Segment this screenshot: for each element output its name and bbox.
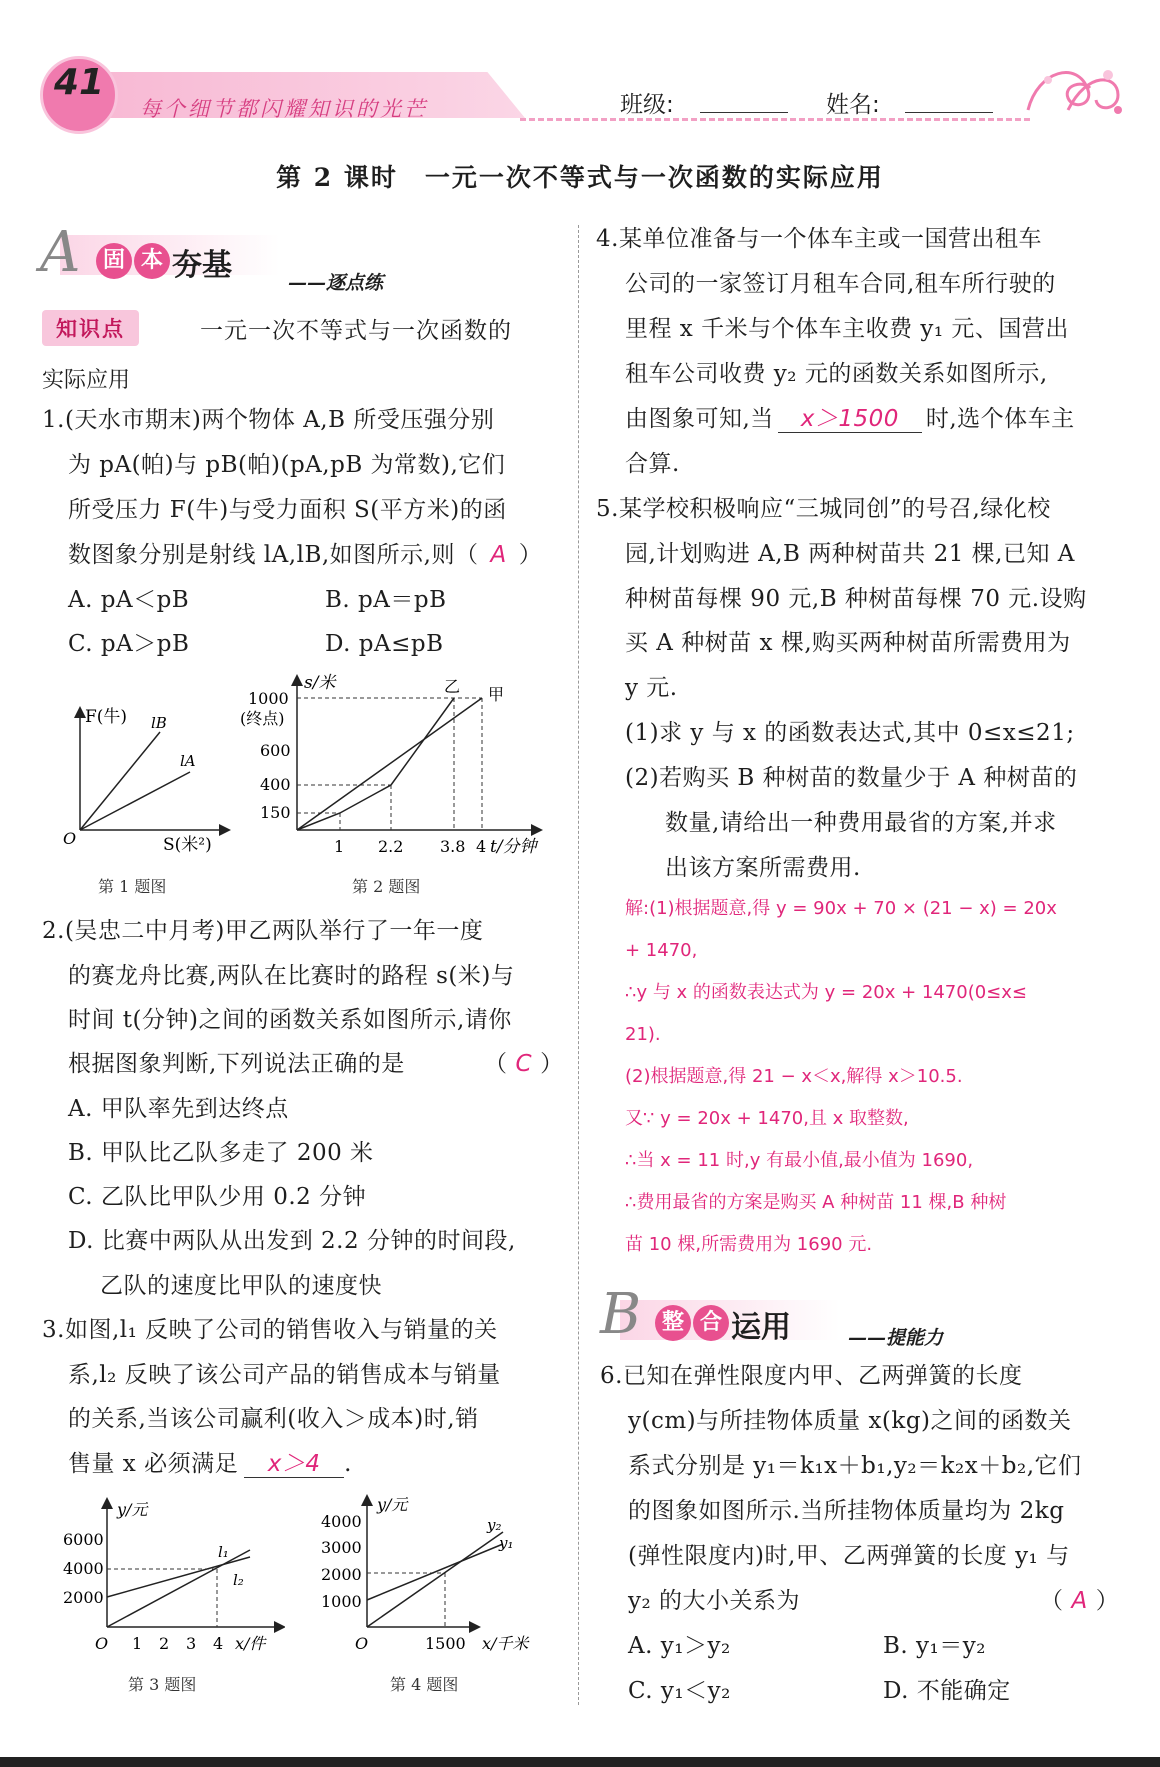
q5-part-1: (1)求 y 与 x 的函数表达式,其中 0≤x≤21; (625, 720, 1075, 746)
q3-line: 的关系,当该公司赢利(收入＞成本)时,销 (68, 1406, 479, 1432)
section-a-subtitle: ——逐点练 (288, 272, 384, 294)
q1-option-d: D. pA≤pB (325, 631, 444, 657)
ornament-icon (1018, 50, 1128, 125)
q3-line: 售量 x 必须满足 x＞4 . (68, 1451, 352, 1477)
q1-figure (55, 700, 235, 860)
svg-text:3000: 3000 (321, 1538, 362, 1557)
svg-text:2: 2 (159, 1634, 170, 1653)
svg-text:l₁: l₁ (218, 1543, 229, 1561)
q6-line: 的图象如图所示.当所挂物体质量均为 2kg (628, 1498, 1065, 1524)
q1-option-a: A. pA＜pB (68, 587, 190, 613)
q1-line: 为 pA(帕)与 pB(帕)(pA,pB 为常数),它们 (68, 452, 506, 478)
q5-solution-line: + 1470, (625, 940, 698, 961)
svg-text:(终点): (终点) (240, 709, 285, 728)
q3-figure (55, 1495, 285, 1655)
q1-answer: A (490, 542, 507, 568)
class-label: 班级: (620, 92, 674, 118)
svg-text:2000: 2000 (63, 1588, 104, 1607)
q2-answer: C (515, 1051, 533, 1077)
q3-fig-caption: 第 3 题图 (128, 1675, 197, 1694)
svg-text:1000: 1000 (321, 1592, 362, 1611)
svg-text:1: 1 (132, 1634, 143, 1653)
svg-text:y/元: y/元 (377, 1495, 408, 1514)
svg-text:O: O (95, 1634, 109, 1653)
svg-text:s/米: s/米 (304, 673, 336, 693)
section-b-title (655, 1302, 791, 1346)
q1-option-c: C. pA＞pB (68, 631, 190, 657)
name-label: 姓名: (826, 92, 880, 118)
q5-solution-line: ∴y 与 x 的函数表达式为 y = 20x + 1470(0≤x≤ (625, 982, 1028, 1003)
svg-text:600: 600 (260, 741, 291, 760)
q2-line: 时间 t(分钟)之间的函数关系如图所示,请你 (68, 1007, 512, 1033)
q6-answer: A (1071, 1588, 1088, 1614)
q6-line: y(cm)与所挂物体质量 x(kg)之间的函数关 (628, 1408, 1072, 1434)
q6-line: 6.已知在弹性限度内甲、乙两弹簧的长度 (600, 1363, 1023, 1389)
q5-solution-line: 苗 10 棵,所需费用为 1690 元. (625, 1234, 873, 1255)
knowledge-point-title: 一元一次不等式与一次函数的 (200, 318, 512, 344)
q1-y-label: F(牛) (85, 707, 128, 727)
q3-series-l1 (107, 1550, 250, 1627)
q5-line: 种树苗每棵 90 元,B 种树苗每棵 70 元.设购 (625, 586, 1087, 612)
q4-fig-caption: 第 4 题图 (390, 1675, 459, 1694)
q2-option-b: B. 甲队比乙队多走了 200 米 (68, 1140, 374, 1166)
knowledge-point-title-cont: 实际应用 (42, 368, 131, 393)
svg-text:4: 4 (476, 837, 487, 856)
section-a-char2: 本 (134, 243, 170, 279)
q3-line: 3.如图,l₁ 反映了公司的销售收入与销量的关 (42, 1317, 498, 1343)
q2-figure (232, 672, 552, 867)
column-divider (578, 225, 579, 1705)
q5-part-2-cont: 数量,请给出一种费用最省的方案,并求 (665, 810, 1057, 836)
q2-option-d: D. 比赛中两队从出发到 2.2 分钟的时间段, (68, 1228, 516, 1254)
svg-text:O: O (355, 1634, 369, 1653)
q4-line: 公司的一家签订月租车合同,租车所行驶的 (625, 271, 1056, 297)
q6-option-d: D. 不能确定 (883, 1678, 1011, 1704)
page-number: 41 (53, 62, 105, 103)
q4-line: 租车公司收费 y₂ 元的函数关系如图所示, (625, 361, 1048, 387)
section-a-rest: 夯基 (172, 248, 232, 283)
q2-option-c: C. 乙队比甲队少用 0.2 分钟 (68, 1184, 367, 1210)
q4-line: 里程 x 千米与个体车主收费 y₁ 元、国营出 (625, 316, 1069, 342)
svg-text:x/千米: x/千米 (482, 1634, 529, 1653)
q1-label-la: lA (180, 752, 196, 770)
q1-x-label: S(米²) (163, 835, 212, 855)
svg-text:4000: 4000 (63, 1559, 104, 1578)
q2-line: 根据图象判断,下列说法正确的是 (68, 1051, 405, 1077)
q1-ray-la (80, 772, 190, 830)
svg-text:150: 150 (260, 803, 291, 822)
q1-option-b: B. pA＝pB (325, 587, 447, 613)
q1-label-lb: lB (151, 714, 167, 732)
page-bottom-edge (0, 1757, 1160, 1767)
q5-part-2-cont: 出该方案所需费用. (665, 855, 861, 881)
q4-line: 4.某单位准备与一个体车主或一国营出租车 (596, 226, 1042, 252)
q5-solution-line: 解:(1)根据题意,得 y = 90x + 70 × (21 − x) = 20x (625, 898, 1057, 919)
svg-text:x/件: x/件 (235, 1634, 266, 1653)
q4-line: 合算. (625, 451, 680, 477)
header-dashed-line (520, 118, 1030, 121)
q6-line: 系式分别是 y₁＝k₁x＋b₁,y₂＝k₂x＋b₂,它们 (628, 1453, 1082, 1479)
svg-text:y₂: y₂ (487, 1516, 502, 1534)
q4-line: 由图象可知,当 x＞1500 时,选个体车主 (625, 406, 1075, 432)
svg-text:4000: 4000 (321, 1512, 362, 1531)
q5-solution-line: 又∵ y = 20x + 1470,且 x 取整数, (625, 1108, 909, 1129)
class-field[interactable] (700, 112, 788, 113)
q6-option-a: A. y₁＞y₂ (628, 1633, 731, 1659)
q1-ray-lb (80, 732, 160, 830)
q3-series-l2 (107, 1557, 250, 1597)
q5-part-2: (2)若购买 B 种树苗的数量少于 A 种树苗的 (625, 765, 1078, 791)
q4-answer: x＞1500 (800, 406, 899, 432)
section-a-char1: 固 (96, 243, 132, 279)
svg-text:l₂: l₂ (233, 1571, 244, 1589)
svg-text:y/元: y/元 (117, 1500, 148, 1519)
section-b-letter: B (600, 1282, 642, 1347)
svg-text:2000: 2000 (321, 1565, 362, 1584)
section-b-subtitle: ——提能力 (848, 1327, 944, 1349)
q5-solution-line: ∴当 x = 11 时,y 有最小值,最小值为 1690, (625, 1150, 974, 1171)
q2-answer-box: （ C ） (484, 1051, 564, 1077)
q6-option-c: C. y₁＜y₂ (628, 1678, 731, 1704)
svg-text:2.2: 2.2 (378, 837, 404, 856)
q2-fig-caption: 第 2 题图 (352, 877, 421, 896)
svg-text:甲: 甲 (488, 685, 505, 704)
lesson-title: 第 2 课时 一元一次不等式与一次函数的实际应用 (276, 163, 884, 192)
q6-option-b: B. y₁＝y₂ (883, 1633, 986, 1659)
q6-line: y₂ 的大小关系为 (628, 1588, 801, 1614)
svg-text:1500: 1500 (425, 1634, 466, 1653)
svg-text:3: 3 (186, 1634, 197, 1653)
svg-text:t/分钟: t/分钟 (490, 837, 537, 857)
q1-line: 所受压力 F(牛)与受力面积 S(平方米)的函 (68, 497, 507, 523)
header-slogan: 每个细节都闪耀知识的光芒 (140, 97, 428, 121)
q2-line: 的赛龙舟比赛,两队在比赛时的路程 s(米)与 (68, 963, 515, 989)
q3-line: 系,l₂ 反映了该公司产品的销售成本与销量 (68, 1362, 501, 1388)
q4-series-y1 (367, 1544, 503, 1600)
svg-text:3.8: 3.8 (440, 837, 466, 856)
svg-text:1000: 1000 (248, 689, 289, 708)
name-field[interactable] (905, 112, 993, 113)
svg-text:4: 4 (213, 1634, 224, 1653)
section-b-rest: 运用 (731, 1310, 791, 1345)
q4-figure (315, 1492, 545, 1657)
q1-line: 数图象分别是射线 lA,lB,如图所示,则（ A ） (68, 542, 543, 568)
q1-line: 1.(天水市期末)两个物体 A,B 所受压强分别 (42, 407, 495, 433)
q5-line: 买 A 种树苗 x 棵,购买两种树苗所需费用为 (625, 630, 1071, 656)
knowledge-point-tag: 知识点 (42, 310, 139, 346)
q2-series-yi (297, 698, 454, 830)
section-a-title (96, 240, 232, 284)
q3-answer: x＞4 (267, 1451, 321, 1477)
q5-line: 园,计划购进 A,B 两种树苗共 21 棵,已知 A (625, 541, 1075, 567)
svg-text:6000: 6000 (63, 1530, 104, 1549)
q5-solution-line: (2)根据题意,得 21 − x＜x,解得 x＞10.5. (625, 1066, 963, 1087)
section-b-char2: 合 (693, 1305, 729, 1341)
section-a-letter: A (40, 220, 81, 285)
q6-answer-box: （ A ） (1040, 1588, 1120, 1614)
q2-line: 2.(吴忠二中月考)甲乙两队举行了一年一度 (42, 918, 484, 944)
q5-solution-line: 21). (625, 1024, 661, 1045)
q6-line: (弹性限度内)时,甲、乙两弹簧的长度 y₁ 与 (628, 1543, 1070, 1569)
q5-solution-line: ∴费用最省的方案是购买 A 种树苗 11 棵,B 种树 (625, 1192, 1007, 1213)
svg-text:乙: 乙 (444, 677, 461, 696)
q1-origin: O (63, 829, 77, 848)
q5-line: y 元. (625, 675, 678, 701)
svg-text:y₁: y₁ (499, 1534, 514, 1552)
svg-text:400: 400 (260, 775, 291, 794)
q4-series-y2 (367, 1532, 503, 1627)
q2-option-d-cont: 乙队的速度比甲队的速度快 (100, 1273, 382, 1299)
section-b-char1: 整 (655, 1305, 691, 1341)
q1-fig-caption: 第 1 题图 (98, 877, 167, 896)
svg-text:1: 1 (334, 837, 345, 856)
q5-line: 5.某学校积极响应“三城同创”的号召,绿化校 (596, 496, 1051, 522)
q2-option-a: A. 甲队率先到达终点 (68, 1096, 289, 1122)
